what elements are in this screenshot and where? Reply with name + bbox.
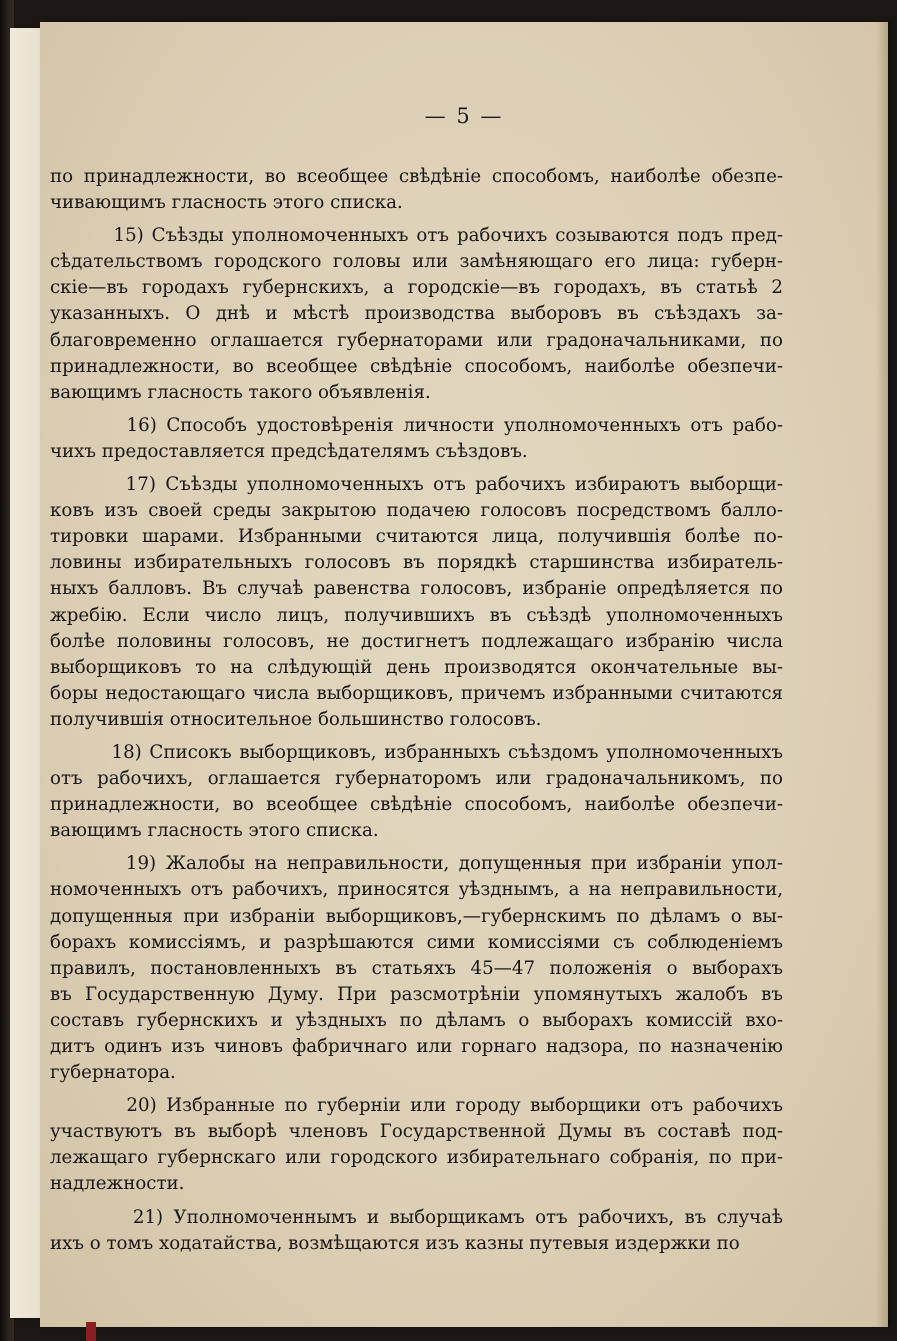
paragraph — [50, 851, 783, 1086]
paragraph-gap — [50, 844, 783, 851]
text-line: 18) Списокъ выборщиковъ, избранныхъ съѣздомъ уполномоченныхъ — [50, 741, 783, 763]
paragraph — [50, 1205, 783, 1257]
paragraph-gap — [50, 406, 783, 413]
text-line: ловины избирательныхъ голосовъ въ порядкѣ старшинства избиратель- — [50, 552, 783, 574]
paragraph-gap — [50, 465, 783, 472]
text-line: скіе—въ городахъ губернскихъ, а городскіе—въ городахъ, въ статьѣ 2 — [50, 277, 783, 299]
text-line: ихъ о томъ ходатайства, возмѣщаются изъ казны путевыя издержки по — [50, 1232, 740, 1254]
text-line: 19) Жалобы на неправильности, допущенныя при избраніи упол- — [50, 853, 783, 875]
text-line: составъ губернскихъ и уѣздныхъ по дѣламъ о выборахъ комиссій вхо- — [50, 1009, 783, 1031]
text-line: вающимъ гласность такого объявленія. — [50, 381, 431, 403]
text-line: отъ рабочихъ, оглашается губернаторомъ или градоначальникомъ, по — [50, 768, 783, 790]
document-page — [40, 22, 888, 1327]
paragraph — [50, 1093, 783, 1197]
text-line: надлежности. — [50, 1173, 185, 1195]
bookmark-ribbon — [86, 1322, 96, 1341]
text-line: губернатора. — [50, 1062, 176, 1084]
paragraph-gap — [50, 733, 783, 740]
text-line: борахъ комиссіямъ, и разрѣшаются сими комиссіями съ соблюденіемъ — [50, 931, 783, 953]
paragraph — [50, 740, 783, 844]
text-line: принадлежности, во всеобщее свѣдѣніе способомъ, наиболѣе обезпечи- — [50, 355, 783, 377]
text-line: участвуютъ въ выборѣ членовъ Государственной Думы въ составѣ под- — [50, 1121, 783, 1143]
text-line: чивающимъ гласность этого списка. — [50, 192, 403, 214]
text-line: указанныхъ. О днѣ и мѣстѣ производства выборовъ въ съѣздахъ за- — [50, 303, 783, 325]
text-line: боры недостающаго числа выборщиковъ, причемъ избранными считаются — [50, 682, 783, 704]
page-number: — 5 — — [424, 104, 504, 128]
text-line: тировки шарами. Избранными считаются лица, получившія болѣе по- — [50, 526, 783, 548]
text-line: правилъ, постановленныхъ въ статьяхъ 45—47 положенія о выборахъ — [50, 957, 783, 979]
text-line: выборщиковъ то на слѣдующій день производятся окончательные вы- — [50, 656, 783, 678]
paragraph — [50, 413, 783, 465]
text-line: получившія относительное большинство голосовъ. — [50, 708, 542, 730]
text-line: номоченныхъ отъ рабочихъ, приносятся уѣзднымъ, а на неправильности, — [50, 879, 783, 901]
text-line: лежащаго губернскаго или городского избирательнаго собранія, по при- — [50, 1147, 783, 1169]
text-line: ковъ изъ своей среды закрытою подачею голосовъ посредствомъ балло- — [50, 500, 783, 522]
text-line: по принадлежности, во всеобщее свѣдѣніе способомъ, наиболѣе обезпе- — [50, 166, 783, 187]
text-line: допущенныя при избраніи выборщиковъ,—губернскимъ по дѣламъ о вы- — [50, 905, 783, 927]
paragraph — [50, 472, 783, 733]
text-line: 17) Съѣзды уполномоченныхъ отъ рабочихъ избираютъ выборщи- — [50, 474, 783, 496]
text-line: сѣдательствомъ городского головы или замѣняющаго его лица: губерн- — [50, 251, 783, 273]
paragraph-gap — [50, 216, 783, 223]
text-line: принадлежности, во всеобщее свѣдѣніе способомъ, наиболѣе обезпечи- — [50, 794, 783, 816]
paragraph — [50, 164, 783, 216]
page-edge-shadow — [876, 22, 888, 1327]
body-text — [50, 164, 783, 1257]
text-line: 16) Способъ удостовѣренія личности уполномоченныхъ отъ рабо- — [50, 414, 783, 436]
text-line: 20) Избранные по губерніи или городу выборщики отъ рабочихъ — [50, 1095, 783, 1117]
text-line: дитъ одинъ изъ чиновъ фабричнаго или горнаго надзора, по назначенію — [50, 1036, 783, 1057]
text-line: жребію. Если число лицъ, получившихъ въ съѣздѣ уполномоченныхъ — [50, 604, 783, 626]
text-line: благовременно оглашается губернаторами или градоначальниками, по — [50, 329, 783, 351]
text-line: въ Государственную Думу. При разсмотрѣніи упомянутыхъ жалобъ въ — [50, 983, 783, 1005]
text-line: 21) Уполномоченнымъ и выборщикамъ отъ рабочихъ, въ случаѣ — [50, 1206, 783, 1228]
text-line: 15) Съѣзды уполномоченныхъ отъ рабочихъ созываются подъ пред- — [50, 225, 783, 247]
text-line: ныхъ балловъ. Въ случаѣ равенства голосовъ, избраніе опредѣляется по — [50, 578, 783, 600]
text-line: чихъ предоставляется предсѣдателямъ съѣздовъ. — [50, 440, 528, 462]
text-line: болѣе половины голосовъ, не достигнетъ подлежащаго избранію числа — [50, 630, 783, 652]
paragraph-gap — [50, 1086, 783, 1093]
text-line: вающимъ гласность этого списка. — [50, 820, 379, 842]
paragraph — [50, 223, 783, 406]
paragraph-gap — [50, 1198, 783, 1205]
